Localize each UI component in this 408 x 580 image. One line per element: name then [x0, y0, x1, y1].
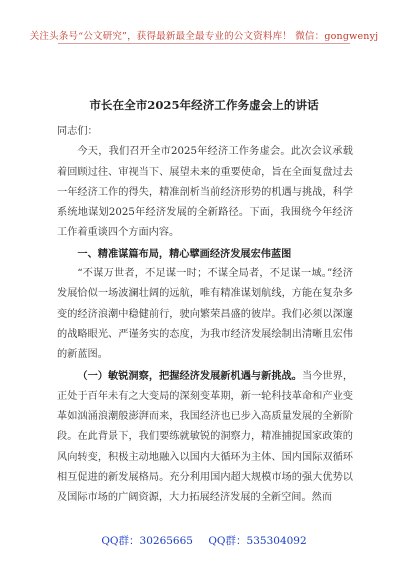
header-divider: [58, 43, 350, 44]
section-heading-1: 一、精准谋篇布局，精心擘画经济发展宏伟蓝图: [77, 247, 292, 260]
subsection-text-1: 当今世界，正处于百年未有之大变局的深刻变革期，新一轮科技革命和产业变革如汹涌浪潮般澎湃而来，我国经济也已步入高质量发展的全新阶段。在此背景下，我们要练就敏锐的洞察力，精准捕捉国家政策的风向转变，积极主动地融入以国内大循环为主体、国内国际双循环相互促进的新发展格局。充分利用国内超大规模市场的强大优势以及国际市场的广阔资源，大力拓展经济发展的全新空间。然而: [57, 370, 354, 504]
footer-contacts: [0, 533, 408, 548]
section-paragraph-1: “不谋万世者，不足谋一时；不谋全局者，不足谋一域。”经济发展恰似一场波澜壮阔的远航，唯有精准谋划航线，方能在复杂多变的经济浪潮中稳健前行，驶向繁荣昌盛的彼岸。我们必须以深邃的战略眼光、严谨务实的态度，为我市经济发展绘制出清晰且宏伟的新蓝图。: [57, 268, 353, 361]
promo-header: 关注头条号“公文研究”，获得最新最全最专业的公文资料库！ 微信：gongwenyj: [29, 31, 379, 42]
intro-paragraph: 今天，我们召开全市2025年经济工作务虚会。此次会议承载着回顾过往、审视当下、展望未来的重要使命，旨在全面复盘过去一年经济工作的得失，精准剖析当前经济形势的机遇与挑战，科学系统地谋划2025年经济发展的全新路径。下面，我围绕今年经济工作着重谈四个方面内容。: [57, 146, 353, 239]
document-body: [57, 122, 353, 509]
qq-group-1: QQ群：30265665: [101, 535, 193, 547]
salutation: 同志们：: [57, 126, 98, 137]
subsection-paragraph-1: [57, 366, 353, 509]
subsection-heading-1: （一）敏锐洞察，把握经济发展新机遇与新挑战。: [77, 369, 302, 382]
qq-group-2: QQ群：535304092: [208, 535, 307, 547]
document-title: 市长在全市2025年经济工作务虚会上的讲话: [89, 98, 319, 112]
